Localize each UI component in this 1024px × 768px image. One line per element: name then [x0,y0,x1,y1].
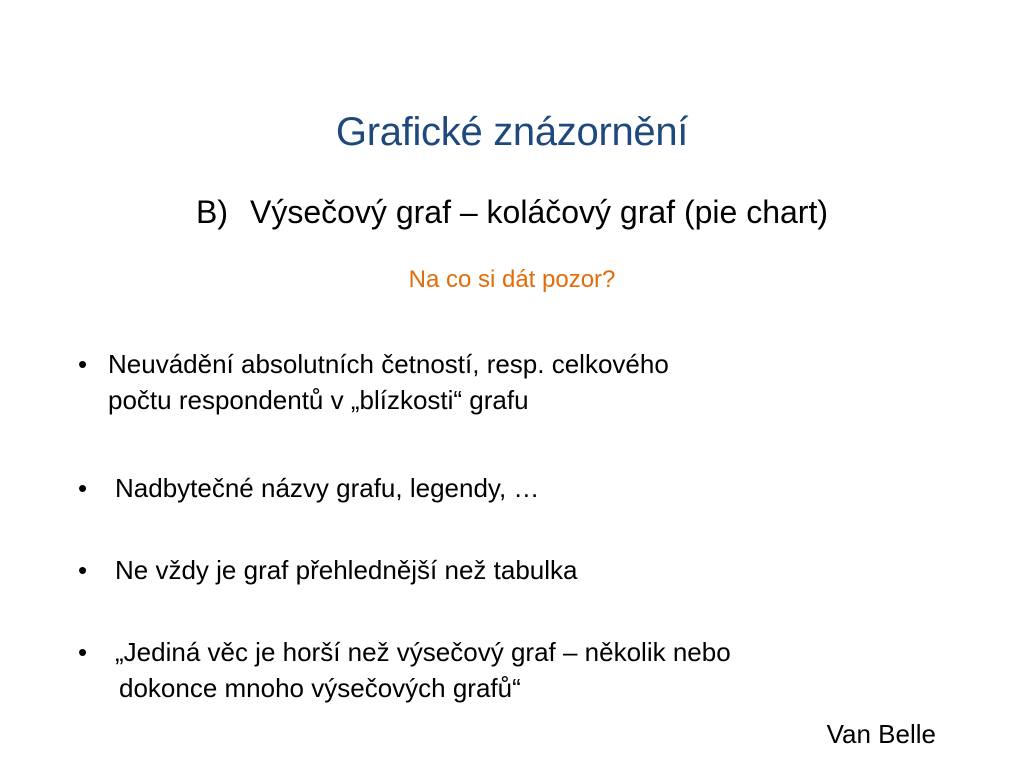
slide-title: Grafické znázornění [335,110,689,154]
slide-subtitle [0,192,1024,232]
subtitle-marker: B) [195,194,228,230]
bullet-text-line: „Jediná věc je horší než výsečový graf – několik nebo [115,637,731,667]
bullet-text-line: Ne vždy je graf přehlednější než tabulka [115,555,578,585]
bullet-text-line: počtu respondentů v „blízkosti“ grafu [108,385,529,415]
bullet-text-line: Nadbytečné názvy grafu, legendy, … [115,473,540,503]
bullet-text-line: Neuvádění absolutních četností, resp. celkového [108,349,669,379]
bullet-icon: • [78,473,88,503]
bullet-icon: • [78,637,88,667]
question-heading: Na co si dát pozor? [408,266,616,293]
bullet-text-line: dokonce mnoho výsečových grafů“ [119,673,521,703]
bullet-icon: • [78,555,88,585]
bullet-icon: • [78,349,88,379]
subtitle-text: Výsečový graf – koláčový graf (pie chart) [249,194,828,230]
quote-author: Van Belle [826,719,936,749]
